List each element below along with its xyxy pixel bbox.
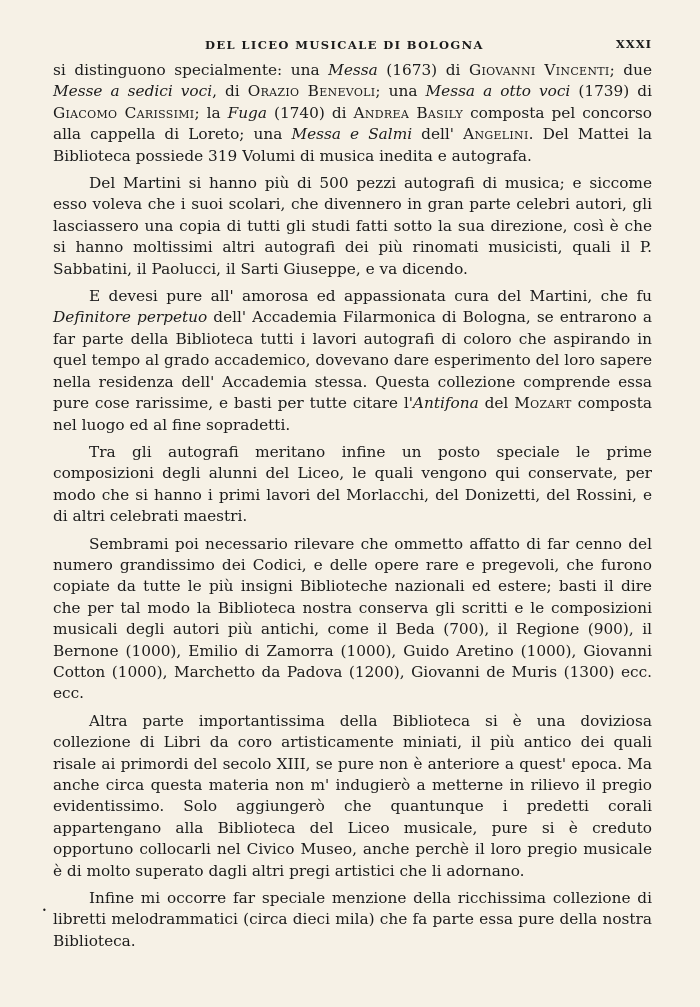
paragraph-5: Sembrami poi necessario rilevare che ommetto affatto di far cenno del numero grandissimo dei Codici, e delle opere rare e pregevoli, che furono copiate da tutte le più insigni Biblioteche nazionali ed estere; basti il dire che per tal modo la Biblioteca nostra conserva gli scritti e le composizioni musicali degli autori più antichi, come il Beda (700), il Regione (900), il Bernone (1000), Emilio di Zamorra (1000), Guido Aretino (1000), Giovanni Cotton (1000), Marchetto da Padova (1200), Giovanni de Muris (1300) ecc. ecc. <box>53 534 652 703</box>
page-number: XXXI <box>615 37 652 51</box>
paragraph-4: Tra gli autografi meritano infine un posto speciale le prime composizioni degli alunni del Liceo, le quali vengono qui conservate, per modo che si hanno i primi lavori del Morlacchi, del Donizetti, del Rossini, e di altri celebrati maestri. <box>53 442 652 526</box>
paragraph-3: E devesi pure all' amorosa ed appassionata cura del Martini, che fu Definitore perpetuo dell' Accademia Filarmonica di Bologna, se entrarono a far parte della Biblioteca tutti i lavori autografi di coloro che aspirando in quel tempo al grado accademico, dovevano dare esperimento del loro sapere nella residenza dell' Accademia stessa. Questa collezione comprende essa pure cose rarissime, e basti per tutte citare l'Antifona del Mozart composta nel luogo ed al fine sopradetti. <box>53 287 653 434</box>
running-header <box>53 34 652 60</box>
margin-mark: • <box>42 906 47 915</box>
paragraph-2: Del Martini si hanno più di 500 pezzi autografi di musica; e siccome esso voleva che i suoi scolari, che divennero in gran parte celebri autori, gli lasciassero una copia di tutti gli studi fatti sotto la sua direzione, così è che si hanno moltissimi altri autografi dei più rinomati musicisti, quali il P. Sabbatini, il Paolucci, il Sarti Giuseppe, e va dicendo. <box>53 174 652 278</box>
paragraph-7: Infine mi occorre far speciale menzione della ricchissima collezione di libretti melodrammatici (circa dieci mila) che fa parte essa pure della nostra Biblioteca. <box>53 889 652 950</box>
body-text <box>53 60 652 952</box>
running-title: DEL LICEO MUSICALE DI BOLOGNA <box>205 38 484 52</box>
paragraph-6: Altra parte importantissima della Biblioteca si è una doviziosa collezione di Libri da coro artisticamente miniati, il più antico dei quali risale ai primordi del secolo XIII, se pure non è anteriore a quest' epoca. Ma anche circa questa materia non m' indugierò a metterne in rilievo il pregio evidentissimo. Solo aggiungerò che quantunque i predetti corali appartengano alla Biblioteca del Liceo musicale, pure si è creduto opportuno collocarli nel Civico Museo, anche perchè il loro pregio musicale è di molto superato dagli altri pregi artistici che li adornano. <box>53 711 652 880</box>
paragraph-1: si distinguono specialmente: una Messa (1673) di Giovanni Vincenti; due Messe a sedici voci, di Orazio Benevoli; una Messa a otto voci (1739) di Giacomo Carissimi; la Fuga (1740) di Andrea Basily composta pel concorso alla cappella di Loreto; una Messa e Salmi dell' Angelini. Del Mattei la Biblioteca possiede 319 Volumi di musica inedita e autografa. <box>53 61 653 165</box>
